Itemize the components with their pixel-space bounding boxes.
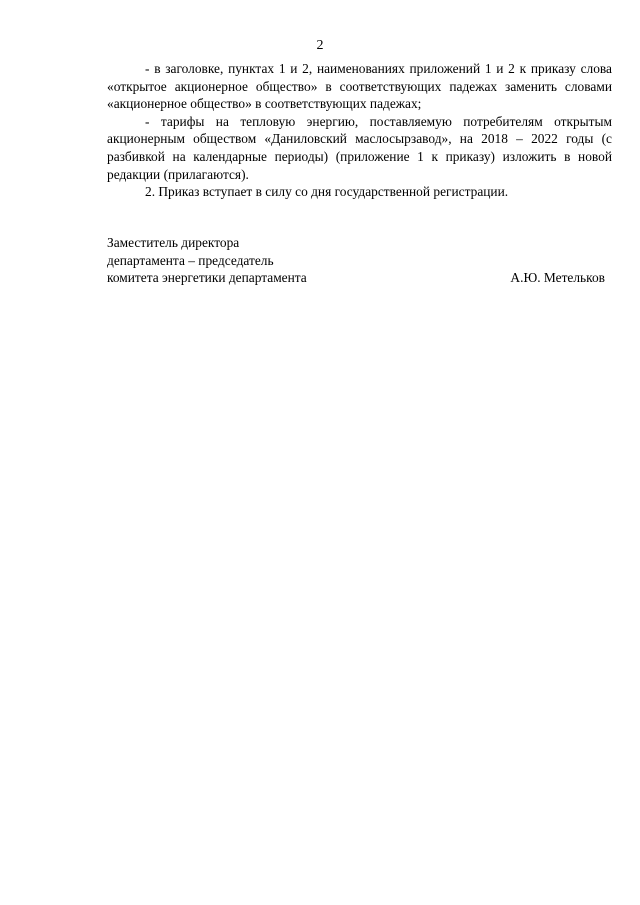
document-body bbox=[107, 60, 612, 201]
paragraph-rename-amendment: - в заголовке, пунктах 1 и 2, наименованиях приложений 1 и 2 к приказу слова «открытое акционерное общество» в соответствующих падежах заменить словами «акционерное общество» в соответствующих падежах; bbox=[107, 61, 612, 112]
page-number: 2 bbox=[316, 38, 324, 53]
signatory-name: А.Ю. Метельков bbox=[510, 270, 605, 286]
signatory-position-line-3: комитета энергетики департамента bbox=[107, 270, 307, 286]
paragraph-entry-into-force: 2. Приказ вступает в силу со дня государственной регистрации. bbox=[145, 184, 509, 200]
signatory-position-line-1: Заместитель директора bbox=[107, 235, 240, 250]
signature-final-line bbox=[107, 269, 605, 287]
paragraph-tariffs-amendment: - тарифы на тепловую энергию, поставляемую потребителям открытым акционерным обществом «Даниловский маслосырзавод», на 2018 – 2022 годы (с разбивкой на календарные периоды) (приложение 1 к приказу) изложить в новой редакции (прилагаются). bbox=[107, 113, 612, 182]
signature-block bbox=[107, 234, 605, 287]
signatory-position-line-2: департамента – председатель bbox=[107, 252, 274, 268]
